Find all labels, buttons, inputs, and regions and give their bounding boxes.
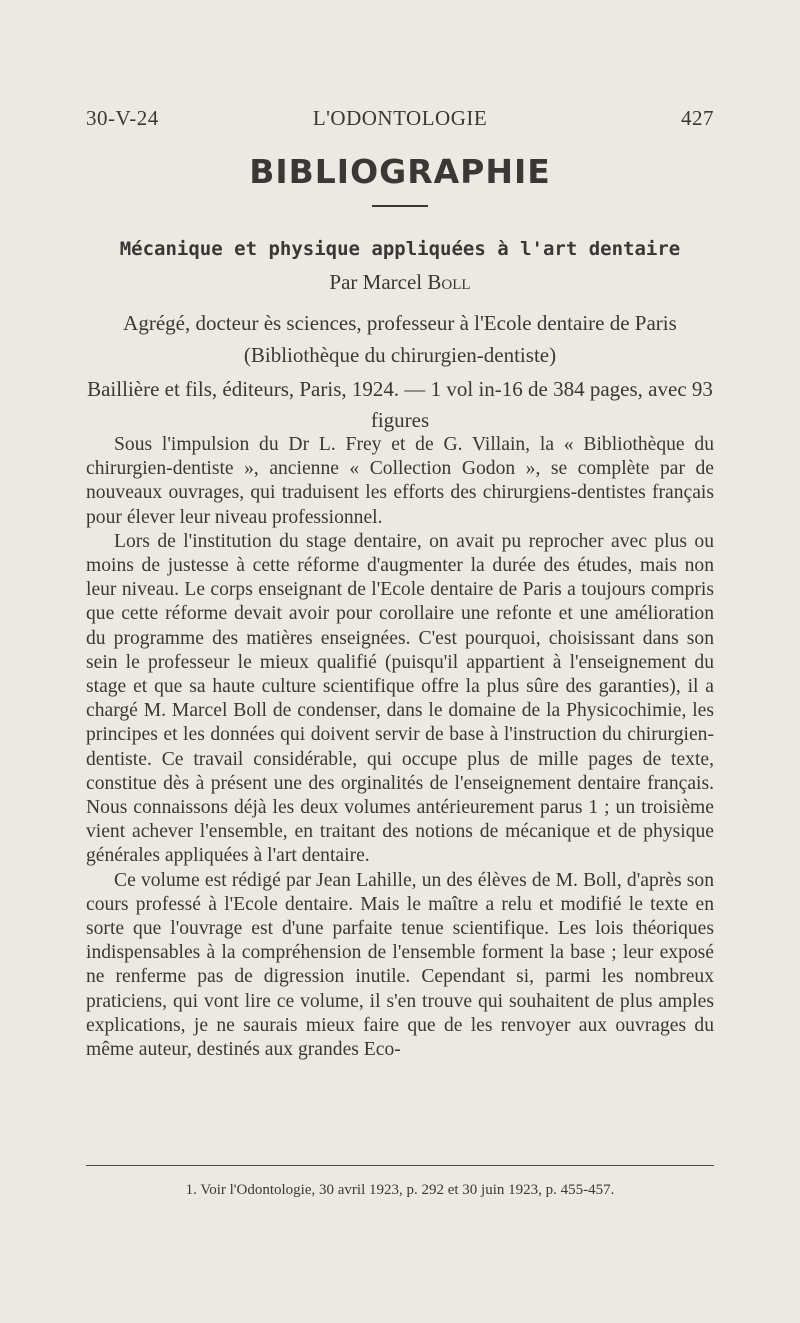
section-title: BIBLIOGRAPHIE xyxy=(249,152,551,191)
journal-name: L'ODONTOLOGIE xyxy=(312,106,488,130)
paragraph-1: Sous l'impulsion du Dr L. Frey et de G. Villain, la « Bibliothèque du chirurgien-dentiste », ancienne « Collection Godon », se complète par de nouveaux ouvrages, qui traduisent les efforts des chirurgiens-dentistes français pour élever leur niveau professionnel. xyxy=(86,434,714,528)
title-divider xyxy=(372,205,428,207)
footnote-divider xyxy=(86,1165,714,1166)
review-body xyxy=(86,433,714,1062)
paragraph-3: Ce volume est rédigé par Jean Lahille, un des élèves de M. Boll, d'après son cours professé à l'Ecole dentaire. Mais le maître a relu et modifié le texte en sorte que l'ouvrage est d'une parfaite tenue scientifique. Les lois théoriques indispensables à la compréhension de l'ensemble forment la base ; leur exposé ne renferme pas de digression inutile. Cependant si, parmi les nombreux praticiens, qui vont lire ce volume, il s'en trouve qui souhaitent de plus amples explications, je ne saurais mieux faire que de les renvoyer aux ouvrages du même auteur, destinés aux grandes Eco- xyxy=(86,869,714,1061)
author-prefix: Par Marcel xyxy=(329,270,428,294)
author-credentials: Agrégé, docteur ès sciences, professeur à l'Ecole dentaire de Paris xyxy=(123,311,677,335)
issue-date: 30-V-24 xyxy=(86,106,159,130)
running-header xyxy=(86,106,714,136)
footnote: 1. Voir l'Odontologie, 30 avril 1923, p. 292 et 30 juin 1923, p. 455-457. xyxy=(185,1182,615,1198)
publisher-info: Baillière et fils, éditeurs, Paris, 1924. — 1 vol in-16 de 384 pages, avec 93 figures xyxy=(87,377,713,432)
paragraph-2: Lors de l'institution du stage dentaire, on avait pu reprocher avec plus ou moins de justesse à cette réforme d'augmenter la durée des études, mais non leur niveau. Le corps enseignant de l'Ecole dentaire de Paris a toujours compris que cette réforme devait avoir pour corollaire une refonte et une amélioration du programme des matières enseignées. C'est pourquoi, choisissant dans son sein le professeur le mieux qualifié (puisqu'il appartient à l'enseignement du stage et que sa haute culture scientifique offre la plus sûre des garanties), il a chargé M. Marcel Boll de condenser, dans le domaine de la Physicochimie, les principes et les données qui doivent servir de base à l'instruction du chirurgien-dentiste. Ce travail considérable, qui occupe plus de mille pages de texte, constitue dès à présent une des orginalités de l'enseignement dentaire français. Nous connaissons déjà les deux volumes antérieurement parus 1 ; un troisième vient achever l'ensemble, en traitant des notions de mécanique et de physique générales appliquées à l'art dentaire. xyxy=(86,530,714,867)
page-number: 427 xyxy=(681,106,714,130)
book-title: Mécanique et physique appliquées à l'art dentaire xyxy=(119,238,681,260)
book-series: (Bibliothèque du chirurgien-dentiste) xyxy=(243,343,557,367)
author-surname: Boll xyxy=(427,270,471,294)
book-author xyxy=(0,270,800,295)
